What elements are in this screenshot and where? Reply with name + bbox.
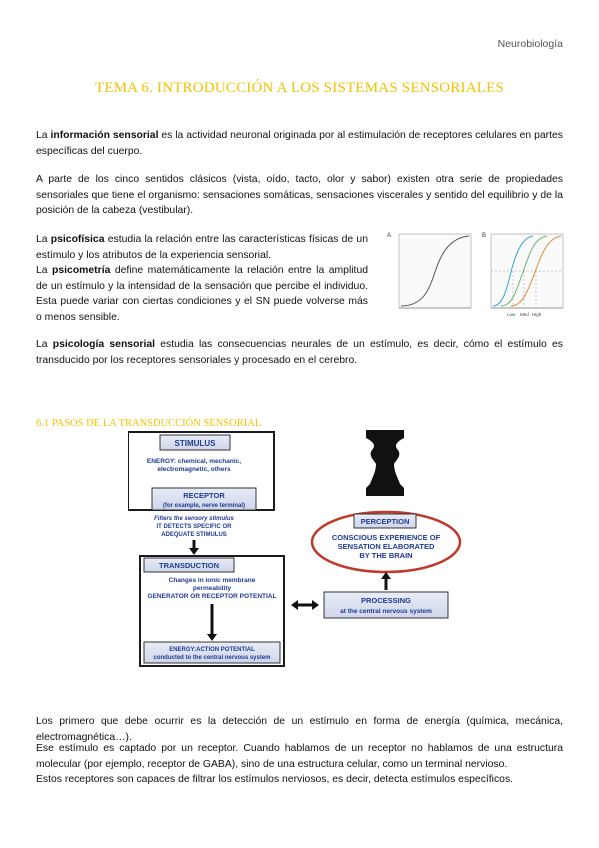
action-potential-line-1: ENERGY:ACTION POTENTIAL xyxy=(169,647,255,653)
graph-label-a: A xyxy=(387,233,392,239)
transduction-diagram xyxy=(128,428,474,680)
term-psicologia-sensorial: psicología sensorial xyxy=(52,339,156,350)
receptor-sub: (for example, nerve terminal) xyxy=(162,503,246,509)
transduction-line-2: permeability xyxy=(192,585,232,592)
graph-label-b: B xyxy=(482,233,487,239)
paragraph-receptor: Ese estímulo es captado por un receptor. Cuando hablamos de un receptor no hablamos de una estructura molecular (por ejemplo, receptor de GABA), sino de una estructura celular, como un terminal nervioso. xyxy=(36,743,563,770)
section-title: 6.1 PASOS DE LA TRANSDUCCIÓN SENSORIAL xyxy=(36,418,262,429)
perception-label: PERCEPTION xyxy=(360,517,410,526)
paragraph-info-sensorial: La información sensorial es la actividad neuronal originada por al estimulación de receptores celulares en partes específicas del cuerpo. xyxy=(36,130,563,157)
processing-sub: at the central nervous system xyxy=(340,608,432,615)
graph-tick-med: Med xyxy=(520,312,529,317)
vase-faces-icon xyxy=(366,430,404,496)
paragraph-psicofisica: La psicofísica estudia la relación entre las características físicas de un estímulo y los atributos de la experiencia sensorial. xyxy=(36,234,368,261)
transduction-line-1: Changes in ionic membrane xyxy=(168,577,256,584)
processing-label: PROCESSING xyxy=(360,596,412,605)
graph-tick-low: Low xyxy=(507,312,516,317)
energy-line-1: ENERGY: chemical, mechanic, xyxy=(146,458,242,465)
page-header: Neurobiología xyxy=(497,38,563,50)
page-title: TEMA 6. INTRODUCCIÓN A LOS SISTEMAS SENSORIALES xyxy=(94,80,505,96)
conscious-line-1: CONSCIOUS EXPERIENCE OF xyxy=(331,533,441,542)
filter-line-1: Filters the sensory stimulus xyxy=(154,516,234,522)
conscious-line-3: BY THE BRAIN xyxy=(359,551,413,560)
paragraph-psicologia-sensorial: La psicología sensorial estudia las consecuencias neurales de un estímulo, es decir, cómo el estímulo es transducido por los receptores sensoriales y procesado en el cerebro. xyxy=(36,339,563,366)
term-informacion-sensorial: información sensorial xyxy=(50,130,159,141)
paragraph-sentidos: A parte de los cinco sentidos clásicos (vista, oído, tacto, olor y sabor) existen otra serie de propiedades sensoriales que tiene el organismo: sensaciones somáticas, sensaciones viscerales y sentido del equilibrio y de la posición de la cabeza (vestibular). xyxy=(36,174,563,216)
filter-line-3: ADEQUATE STIMULUS xyxy=(161,532,227,538)
term-psicofisica: psicofísica xyxy=(50,234,105,245)
paragraph-deteccion: Los primero que debe ocurrir es la detección de un estímulo en forma de energía (química, mecánica, electromagnética…). xyxy=(36,716,563,743)
graph-tick-high: High xyxy=(532,312,542,317)
paragraph-psicometria: La psicometría define matemáticamente la relación entre la amplitud de un estímulo y la intensidad de la sensación que percibe el individuo. Esta puede variar con ciertas condiciones y el SN puede volverse más o menos sensible. xyxy=(36,265,368,323)
term-psicometria: psicometría xyxy=(52,265,111,276)
psychometric-graph xyxy=(383,228,565,332)
filter-line-2: IT DETECTS SPECIFIC OR xyxy=(156,524,232,530)
stimulus-label: STIMULUS xyxy=(174,439,216,448)
paragraph-filtro: Estos receptores son capaces de filtrar los estímulos nerviosos, es decir, detecta estímulos específicos. xyxy=(36,774,514,785)
transduction-line-3: GENERATOR OR RECEPTOR POTENTIAL xyxy=(147,593,277,600)
transduction-label: TRANSDUCTION xyxy=(159,561,219,570)
action-potential-line-2: conducted to the central nervous system xyxy=(153,655,271,661)
energy-line-2: electromagnetic, others xyxy=(157,466,231,473)
conscious-line-2: SENSATION ELABORATED xyxy=(337,542,435,551)
receptor-label: RECEPTOR xyxy=(183,491,225,500)
